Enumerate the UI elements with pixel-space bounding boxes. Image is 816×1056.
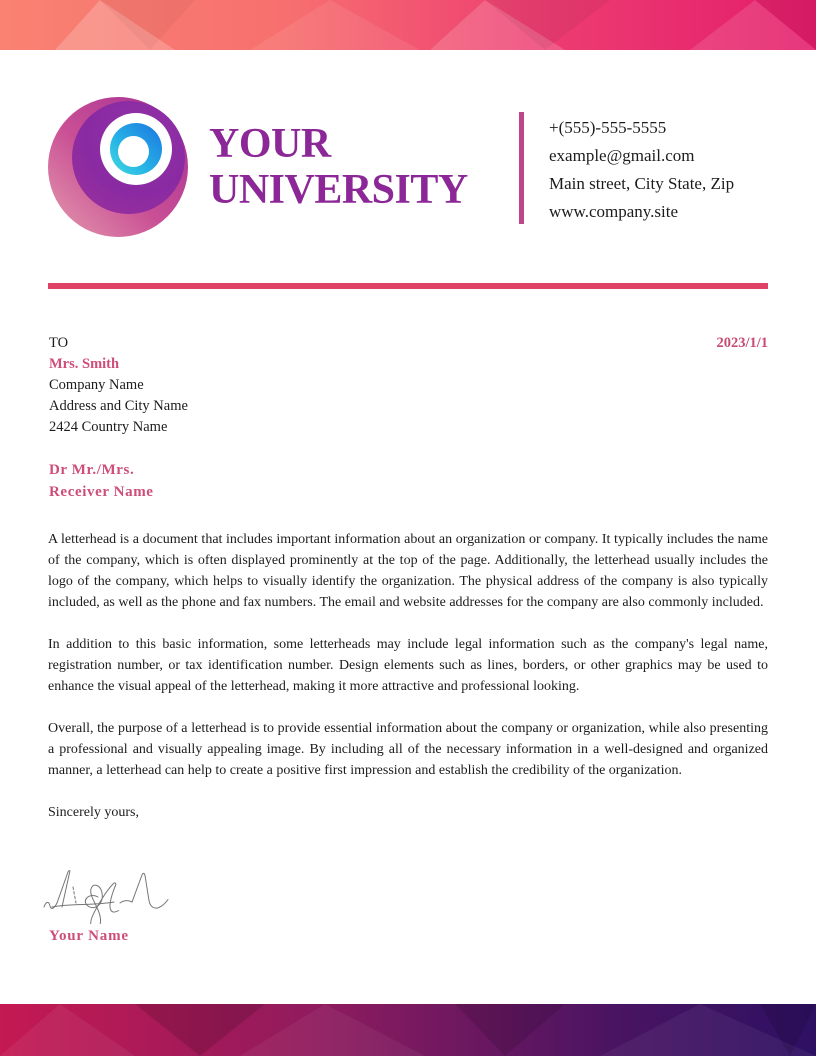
signature-image bbox=[42, 866, 170, 929]
body-paragraph-1: A letterhead is a document that includes important information about an organization or company. It typically includes the name of the company, which is often displayed prominently at the top of the page. Additionally, the letterhead usually includes the logo of the company, which helps to visually identify the organization. The physical address of the company is also typically included, as well as the phone and fax numbers. The email and website addresses for the company are also commonly included. bbox=[48, 532, 768, 610]
recipient-block bbox=[49, 333, 188, 438]
salutation-line-1: Dr Mr./Mrs. bbox=[49, 462, 135, 478]
header-decorative-band bbox=[0, 0, 816, 50]
recipient-country: 2424 Country Name bbox=[49, 419, 168, 435]
contact-email: example@gmail.com bbox=[549, 146, 695, 165]
logo-inner-sphere bbox=[72, 101, 185, 214]
logo-ring-center bbox=[118, 136, 149, 167]
body-paragraph-2: In addition to this basic information, some letterheads may include legal information such as the company's legal name, registration number, or tax identification number. Design elements such as lines, borders, or other graphics may be used to enhance the visual appeal of the letterhead, making it more attractive and professional looking. bbox=[48, 637, 768, 694]
recipient-company: Company Name bbox=[49, 377, 144, 393]
salutation-line-2: Receiver Name bbox=[49, 483, 154, 500]
salutation-block bbox=[49, 460, 154, 503]
letter-body bbox=[48, 529, 768, 844]
contact-website: www.company.site bbox=[549, 202, 679, 221]
logo-white-circle bbox=[100, 113, 172, 185]
brand-line-1: YOUR bbox=[209, 121, 331, 167]
recipient-address: Address and City Name bbox=[49, 398, 188, 414]
closing-line: Sincerely yours, bbox=[48, 805, 139, 820]
contact-accent-bar bbox=[519, 112, 524, 224]
contact-block bbox=[519, 112, 734, 226]
body-paragraph-3: Overall, the purpose of a letterhead is to provide essential information about the company or organization, while also presenting a professional and visually appealing image. By including all of the necessary information in a well-designed and organized manner, a letterhead can help to create a positive first impression and establish the credibility of the organization. bbox=[48, 721, 768, 778]
contact-address: Main street, City State, Zip bbox=[549, 174, 735, 193]
brand-wordmark bbox=[209, 121, 468, 213]
logo-blue-ring bbox=[110, 123, 162, 175]
signer-name: Your Name bbox=[49, 928, 129, 944]
header-divider-rule bbox=[48, 283, 768, 289]
university-logo bbox=[48, 97, 188, 237]
recipient-name: Mrs. Smith bbox=[49, 356, 120, 372]
brand-line-2: UNIVERSITY bbox=[209, 167, 468, 213]
letter-date: 2023/1/1 bbox=[716, 335, 768, 351]
contact-phone: +(555)-555-5555 bbox=[549, 118, 667, 137]
recipient-label: TO bbox=[49, 335, 69, 351]
footer-decorative-band bbox=[0, 1004, 816, 1056]
